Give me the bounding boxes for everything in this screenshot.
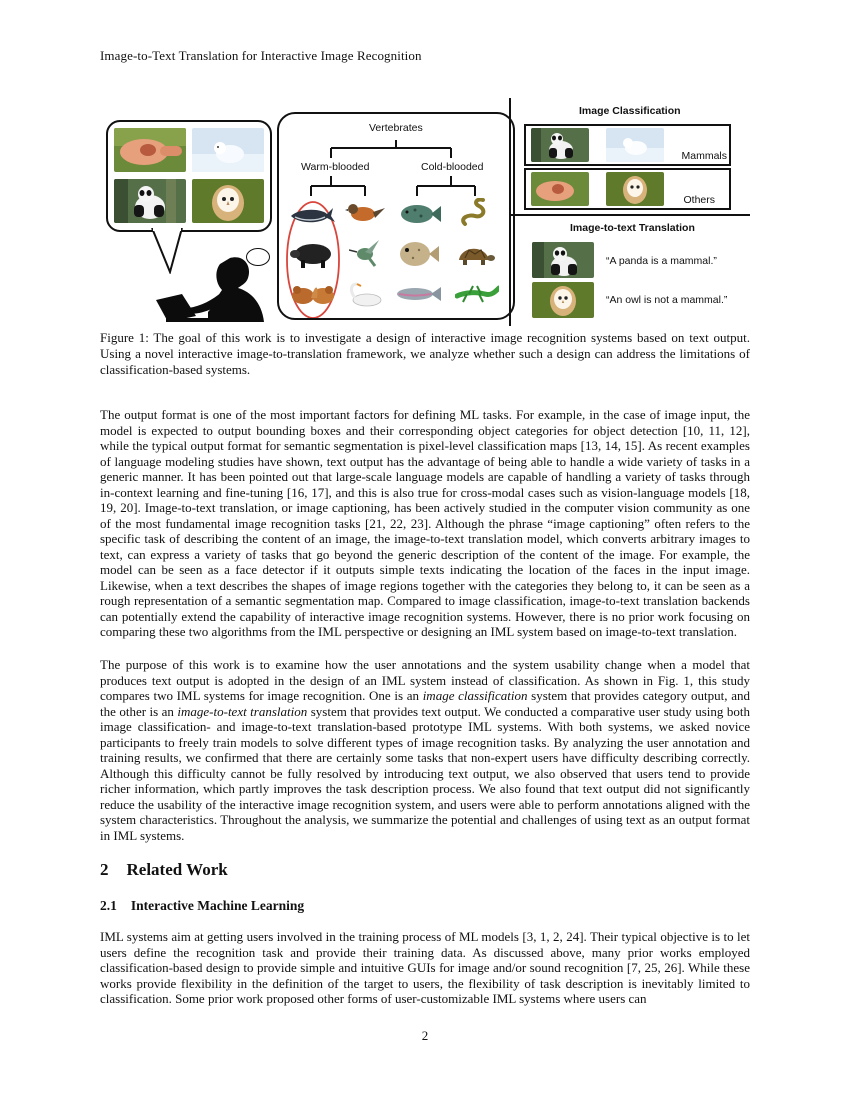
paragraph-2-part-c: system that provides text output. We conducted a comparative user study using both image classification- and image-to-text translation-based prototype IML systems. With both systems, we asked novice participants to freely train models to solve different types of image recognition tasks. By analyzing the user annotation and training results, we confirmed that there are certainly some tasks that non-expert users have difficulty describing correctly. Although this difficulty cannot be fully resolved by introducing text output, we also observed that users tend to provide richer information, which partly improves the task description process. We also found that text output did not significantly reduce the usability of the interactive image recognition system, and users were able to perform annotations aligned with the system characteristics. Throughout the analysis, we summarize the potential and challenges of using text as an output format in IML systems. xyxy=(100,703,750,843)
photo-hand-tattoo xyxy=(114,128,186,172)
figure-1 xyxy=(100,96,750,328)
classification-title: Image Classification xyxy=(579,105,681,117)
taxonomy-tree-panel xyxy=(277,112,515,320)
whale-icon xyxy=(289,204,335,226)
fish-puffer-icon xyxy=(397,240,439,268)
tree-root-label: Vertebrates xyxy=(369,122,423,134)
photo-panda-translation xyxy=(532,242,594,278)
photo-arctic-fox-small xyxy=(606,128,664,162)
class-label-mammals: Mammals xyxy=(681,150,727,162)
photo-panda xyxy=(114,179,186,223)
section-title-text: Related Work xyxy=(126,860,228,879)
photo-owl-translation xyxy=(532,282,594,318)
term-image-to-text-translation: image-to-text translation xyxy=(177,703,308,719)
fish-grouper-icon xyxy=(397,202,441,226)
fish-trout-icon xyxy=(395,284,441,304)
snake-icon xyxy=(459,198,489,228)
paragraph-2-part-a: The purpose of this work is to examine how the user annotations and the system usability change when a model that produces text output is adopted in the design of an IML system instead of classification. As shown in Fig. 1, this study compares two IML systems for image recognition. One is an xyxy=(100,657,750,703)
panel-divider-horizontal xyxy=(509,214,750,216)
pig-icon xyxy=(289,240,337,270)
bird-robin-icon xyxy=(345,200,385,226)
paragraph-2-part-b: system that provides category output, and the other is an xyxy=(100,688,750,719)
bird-hummingbird-icon xyxy=(349,238,383,268)
subsection-title-text: Interactive Machine Learning xyxy=(130,898,305,913)
subsection-heading xyxy=(100,898,304,914)
photo-owl xyxy=(192,179,264,223)
photo-owl-small xyxy=(606,172,664,206)
photo-arctic-fox xyxy=(192,128,264,172)
speech-bubble xyxy=(106,120,272,232)
photo-panda-small xyxy=(531,128,589,162)
translation-caption-owl: “An owl is not a mammal.” xyxy=(606,294,728,306)
subsection-number: 2.1 xyxy=(100,898,117,913)
tortoise-icon xyxy=(455,242,495,268)
translation-title: Image-to-text Translation xyxy=(570,222,695,234)
lizard-icon xyxy=(455,282,499,306)
paragraph-1: The output format is one of the most important factors for defining ML tasks. For example, in the case of image input, the model is expected to output bounding boxes and their corresponding object categories for object detection [10, 11, 12], while the typical output format for semantic segmentation is pixel-level classification maps [13, 14, 15]. As recent examples of language modeling studies have shown, text output has the advantage of being able to handle a wide variety of tasks in a generic manner. It has been pointed out that large-scale language models are capable of handling a variety of tasks through in-context learning and fine-tuning [16, 17], and this is also true for cross-modal cases such as vision-language models [18, 19, 20]. Image-to-text translation, or image captioning, has been actively studied in the computer vision community as one of the most fundamental image recognition tasks [21, 22, 23]. Although the phrase “image captioning” often refers to the specific task of describing the content of an image, the image-to-text translation model, which converts arbitrary images to text, can express a variety of tasks that go beyond the generic description of the content of the image. For example, the model can be seen as a face detector if it outputs simple texts indicating the location of the faces in the input image. Likewise, when a text describes the shapes of image regions together with the categories they belong to, it can be seen as a rough representation of a semantic segmentation map. Compared to image classification, image-to-text translation backends can potentially extend the capability of interactive image recognition systems. However, there is no prior work focusing on comparing these two algorithms from the IML perspective or designing an IML system based on image-to-text translation. xyxy=(100,407,750,639)
tree-warm-label: Warm-blooded xyxy=(301,161,370,173)
class-label-others: Others xyxy=(683,194,715,206)
panel-divider-vertical xyxy=(509,98,511,326)
section-number: 2 xyxy=(100,860,109,879)
photo-hand-tattoo-small xyxy=(531,172,589,206)
squirrels-icon xyxy=(289,280,337,308)
running-head: Image-to-Text Translation for Interactive Image Recognition xyxy=(100,48,422,63)
figure-caption: Figure 1: The goal of this work is to investigate a design of interactive image recognition systems based on text output. Using a novel interactive image-to-translation framework, we analyze whether such a design can address the limitations of classification-based systems. xyxy=(100,330,750,377)
bird-swan-icon xyxy=(345,280,385,308)
class-box-others xyxy=(524,168,731,210)
term-image-classification: image classification xyxy=(422,688,528,703)
page-number: 2 xyxy=(421,1028,429,1043)
paragraph-3: IML systems aim at getting users involved in the training process of ML models [3, 1, 2, 24]. Their typical objective is to let users define the recognition task and provide their training data. As discussed above, many prior works employed classification-based design to provide simple and intuitive GUIs for image and/or sound recognition [7, 25, 26]. While these works provide flexibility in the definition of the target to users, the flexibility of task description is inevitably limited to classification. Some prior work proposed other forms of user-customizable IML systems where users can xyxy=(100,929,750,1006)
tree-cold-label: Cold-blooded xyxy=(421,161,484,173)
section-heading xyxy=(100,860,228,880)
person-with-laptop-icon xyxy=(152,252,274,324)
translation-caption-panda: “A panda is a mammal.” xyxy=(606,255,717,267)
paragraph-2 xyxy=(100,657,750,843)
class-box-mammals xyxy=(524,124,731,166)
